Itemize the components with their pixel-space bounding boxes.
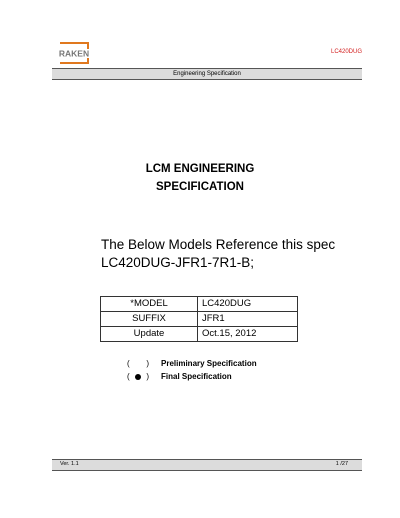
logo-text: RAKEN <box>58 48 90 59</box>
footer-version: Ver. 1.1 <box>60 461 79 467</box>
status-preliminary <box>127 357 257 370</box>
title-line-1: LCM ENGINEERING <box>145 163 255 175</box>
status-label: Preliminary Specification <box>161 359 257 368</box>
status-final <box>127 370 257 383</box>
spec-value: LC420DUG <box>198 297 298 312</box>
table-row <box>101 297 298 312</box>
band-title: Engineering Specification <box>173 71 241 77</box>
status-checkbox-empty: ( ) <box>127 359 149 368</box>
spec-key: SUFFIX <box>101 312 198 327</box>
table-row <box>101 327 298 342</box>
model-reference <box>101 236 335 272</box>
header-band <box>52 68 362 80</box>
title-line-2: SPECIFICATION <box>156 181 244 193</box>
reference-line-1: The Below Models Reference this spec <box>101 237 336 252</box>
table-row <box>101 312 298 327</box>
reference-line-2: LC420DUG-JFR1-7R1-B; <box>101 255 255 270</box>
document-title <box>0 160 400 196</box>
status-label: Final Specification <box>161 372 232 381</box>
filled-dot-icon <box>135 374 141 380</box>
spec-status-list <box>127 357 257 383</box>
spec-value: Oct.15, 2012 <box>198 327 298 342</box>
raken-logo <box>52 42 96 64</box>
status-checkbox-filled: ( ) <box>127 372 149 381</box>
footer-page-number: 1 /27 <box>335 461 348 467</box>
spec-key: Update <box>101 327 198 342</box>
footer-band <box>52 459 362 471</box>
header-model-code: LC420DUG <box>330 49 362 55</box>
spec-value: JFR1 <box>198 312 298 327</box>
spec-table <box>100 296 298 342</box>
spec-key: *MODEL <box>101 297 198 312</box>
